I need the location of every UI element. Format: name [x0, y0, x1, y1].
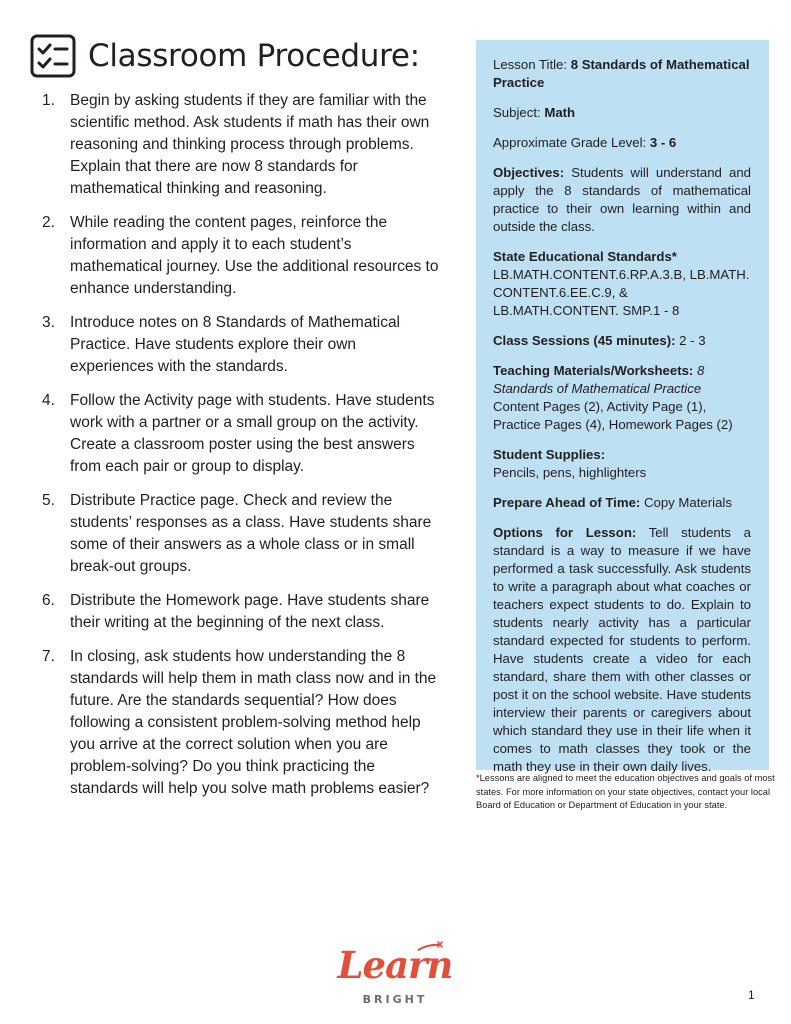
step-number: 4. — [42, 392, 55, 409]
prepare-field — [493, 494, 751, 512]
objectives-field — [493, 164, 751, 236]
learn-bright-logo — [330, 943, 460, 1009]
standards-field — [493, 248, 751, 320]
options-field — [493, 524, 751, 776]
procedure-step — [42, 90, 442, 200]
page-title: Classroom Procedure: — [88, 38, 420, 74]
logo-script: Learn — [337, 943, 453, 987]
standards-footnote: *Lessons are aligned to meet the education objectives and goals of most states. For more information on your state objectives, contact your local Board of Education or Department of Education in your state. — [476, 773, 775, 810]
step-text: Distribute Practice page. Check and review the students’ responses as a class. Have students share some of their answers as a whole class or in small break-out groups. — [70, 492, 432, 575]
materials-value: Content Pages (2), Activity Page (1), Practice Pages (4), Homework Pages (2) — [493, 399, 733, 432]
step-text: Follow the Activity page with students. Have students work with a partner or a small group on the activity. Create a classroom poster using the best answers from each pair or group to display. — [70, 392, 435, 475]
step-text: Distribute the Homework page. Have students share their writing at the beginning of the next class. — [70, 592, 430, 631]
grade-field — [493, 134, 751, 152]
prepare-value: Copy Materials — [643, 495, 732, 510]
sessions-label: Class Sessions (45 minutes): — [493, 333, 676, 348]
step-text: In closing, ask students how understanding the 8 standards will help them in math class now and in the future. Are the standards sequential? How does following a consistent problem-solving method help you arrive at the correct solution when you are problem-solving? Do you think practicing the standards will help you solve math problems easier? — [70, 648, 437, 797]
page-header — [30, 33, 420, 79]
step-number: 3. — [42, 314, 55, 331]
procedure-step — [42, 490, 442, 578]
checklist-icon — [30, 34, 76, 78]
step-text: While reading the content pages, reinforce the information and apply it to each student’s mathematical journey. Use the additional resources to enhance understanding. — [70, 214, 439, 297]
prepare-label: Prepare Ahead of Time: — [493, 495, 641, 510]
sessions-value: 2 - 3 — [679, 333, 706, 348]
procedure-list — [42, 90, 442, 812]
materials-field — [493, 362, 751, 434]
subject-value: Math — [544, 105, 576, 120]
procedure-step — [42, 390, 442, 478]
materials-title: 8 Standards of Mathematical Practice — [493, 363, 705, 396]
grade-label: Approximate Grade Level: — [493, 135, 647, 150]
lesson-title-label: Lesson Title: — [493, 57, 568, 72]
options-label: Options for Lesson: — [493, 525, 637, 540]
procedure-step — [42, 590, 442, 634]
supplies-value: Pencils, pens, highlighters — [493, 465, 647, 480]
procedure-step — [42, 646, 442, 800]
objectives-value: Students will understand and apply the 8 standards of mathematical practice to their own learning within and outside the class. — [493, 165, 751, 234]
step-text: Begin by asking students if they are familiar with the scientific method. Ask students if math has their own reasoning and thinking process through problems. Explain that there are now 8 standards for mathematical thinking and reasoning. — [70, 92, 430, 197]
step-number: 6. — [42, 592, 55, 609]
standards-value: LB.MATH.CONTENT.6.RP.A.3.B, LB.MATH. CONTENT.6.EE.C.9, & LB.MATH.CONTENT. SMP.1 - 8 — [493, 267, 750, 318]
lesson-title-field — [493, 56, 751, 92]
step-number: 2. — [42, 214, 55, 231]
grade-value: 3 - 6 — [649, 135, 677, 150]
subject-field — [493, 104, 751, 122]
sessions-field — [493, 332, 751, 350]
procedure-step — [42, 212, 442, 300]
step-number: 1. — [42, 92, 55, 109]
supplies-label: Student Supplies: — [493, 447, 606, 462]
materials-label: Teaching Materials/Worksheets: — [493, 363, 694, 378]
logo-subtitle: BRIGHT — [362, 993, 428, 1006]
subject-label: Subject: — [493, 105, 541, 120]
supplies-field — [493, 446, 751, 482]
lesson-info-sidebar — [476, 40, 769, 774]
objectives-label: Objectives: — [493, 165, 565, 180]
step-number: 5. — [42, 492, 55, 509]
lesson-title-value: 8 Standards of Mathematical Practice — [493, 57, 750, 90]
page-number: 1 — [748, 988, 755, 1002]
procedure-step — [42, 312, 442, 378]
step-number: 7. — [42, 648, 55, 665]
standards-label: State Educational Standards* — [493, 249, 677, 264]
options-value: Tell students a standard is a way to measure if we have performed a task successfully. Ask students to write a paragraph about what coaches or teachers expect students to do. Explain to students nearly activity has a particular standard expected for students to perform. Have students create a video for each standard, share them with other classes or post it on the school website. Have students interview their parents or caregivers about which standard they use in their life when it comes to math classes they took or the math they use in their own daily lives. — [493, 525, 751, 774]
step-text: Introduce notes on 8 Standards of Mathematical Practice. Have students explore their own experiences with the standards. — [70, 314, 401, 375]
